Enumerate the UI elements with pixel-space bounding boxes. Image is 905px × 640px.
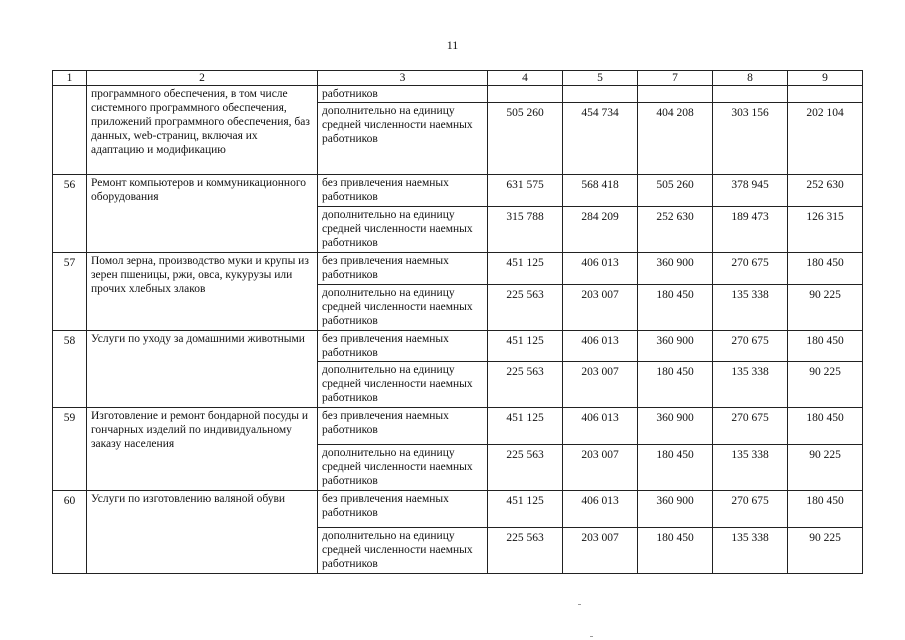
value-cell: 225 563 — [488, 362, 563, 408]
value-cell: 135 338 — [713, 362, 788, 408]
value-cell: 360 900 — [638, 253, 713, 285]
table-row — [53, 408, 863, 445]
value-cell: 180 450 — [788, 331, 863, 362]
basis-cell: без привлечения наемных работников — [318, 175, 488, 207]
value-cell: 203 007 — [563, 362, 638, 408]
value-cell: 360 900 — [638, 331, 713, 362]
basis-cell: без привлечения наемных работников — [318, 331, 488, 362]
header-cell: 7 — [638, 71, 713, 86]
value-cell: 189 473 — [713, 207, 788, 253]
value-cell: 505 260 — [488, 103, 563, 175]
value-cell: 135 338 — [713, 528, 788, 574]
value-cell: 90 225 — [788, 285, 863, 331]
value-cell: 451 125 — [488, 491, 563, 528]
activity-cell: Услуги по уходу за домашними животными — [87, 331, 318, 408]
value-cell: 180 450 — [788, 408, 863, 445]
value-cell: 126 315 — [788, 207, 863, 253]
value-cell: 180 450 — [788, 491, 863, 528]
basis-cell: дополнительно на единицу средней численности наемных работников — [318, 362, 488, 408]
table-body — [53, 71, 863, 574]
value-cell: 135 338 — [713, 445, 788, 491]
basis-cell: дополнительно на единицу средней численности наемных работников — [318, 528, 488, 574]
value-cell: 568 418 — [563, 175, 638, 207]
value-cell: 454 734 — [563, 103, 638, 175]
header-cell: 9 — [788, 71, 863, 86]
basis-cell: работников — [318, 86, 488, 103]
header-cell: 1 — [53, 71, 87, 86]
header-cell: 2 — [87, 71, 318, 86]
value-cell: 631 575 — [488, 175, 563, 207]
activity-cell: Услуги по изготовлению валяной обуви — [87, 491, 318, 574]
page-number: 11 — [446, 38, 459, 52]
code-cell: 56 — [53, 175, 87, 253]
value-cell: 90 225 — [788, 362, 863, 408]
basis-cell: без привлечения наемных работников — [318, 491, 488, 528]
basis-cell: дополнительно на единицу средней численности наемных работников — [318, 445, 488, 491]
value-cell: 135 338 — [713, 285, 788, 331]
scan-speck — [590, 636, 593, 637]
value-cell — [788, 86, 863, 103]
header-cell: 5 — [563, 71, 638, 86]
value-cell: 451 125 — [488, 331, 563, 362]
value-cell: 284 209 — [563, 207, 638, 253]
table-row — [53, 491, 863, 528]
basis-cell: без привлечения наемных работников — [318, 408, 488, 445]
activity-cell: Ремонт компьютеров и коммуникационного оборудования — [87, 175, 318, 253]
value-cell: 406 013 — [563, 408, 638, 445]
header-row — [53, 71, 863, 86]
value-cell: 90 225 — [788, 445, 863, 491]
value-cell: 303 156 — [713, 103, 788, 175]
value-cell: 90 225 — [788, 528, 863, 574]
value-cell: 404 208 — [638, 103, 713, 175]
value-cell: 225 563 — [488, 445, 563, 491]
value-cell: 451 125 — [488, 253, 563, 285]
value-cell: 360 900 — [638, 491, 713, 528]
header-cell: 3 — [318, 71, 488, 86]
value-cell: 270 675 — [713, 408, 788, 445]
value-cell: 315 788 — [488, 207, 563, 253]
code-cell: 60 — [53, 491, 87, 574]
basis-cell: без привлечения наемных работников — [318, 253, 488, 285]
value-cell — [488, 86, 563, 103]
value-cell: 270 675 — [713, 491, 788, 528]
activity-cell: Изготовление и ремонт бондарной посуды и гончарных изделий по индивидуальному заказу населения — [87, 408, 318, 491]
value-cell: 505 260 — [638, 175, 713, 207]
header-cell: 8 — [713, 71, 788, 86]
value-cell — [638, 86, 713, 103]
activity-cell: Помол зерна, производство муки и крупы из зерен пшеницы, ржи, овса, кукурузы или прочих хлебных злаков — [87, 253, 318, 331]
table-row — [53, 175, 863, 207]
value-cell: 225 563 — [488, 528, 563, 574]
code-cell: 59 — [53, 408, 87, 491]
table-row — [53, 253, 863, 285]
value-cell: 180 450 — [638, 362, 713, 408]
value-cell: 252 630 — [788, 175, 863, 207]
value-cell: 406 013 — [563, 491, 638, 528]
value-cell: 252 630 — [638, 207, 713, 253]
value-cell: 203 007 — [563, 528, 638, 574]
basis-cell: дополнительно на единицу средней численности наемных работников — [318, 103, 488, 175]
value-cell: 451 125 — [488, 408, 563, 445]
tax-rates-table — [52, 70, 863, 574]
value-cell: 406 013 — [563, 253, 638, 285]
value-cell: 203 007 — [563, 285, 638, 331]
value-cell: 180 450 — [788, 253, 863, 285]
code-cell: 57 — [53, 253, 87, 331]
value-cell: 180 450 — [638, 285, 713, 331]
value-cell: 180 450 — [638, 445, 713, 491]
value-cell: 270 675 — [713, 331, 788, 362]
value-cell: 270 675 — [713, 253, 788, 285]
code-cell: 58 — [53, 331, 87, 408]
value-cell: 203 007 — [563, 445, 638, 491]
header-cell: 4 — [488, 71, 563, 86]
basis-cell: дополнительно на единицу средней численности наемных работников — [318, 285, 488, 331]
value-cell: 360 900 — [638, 408, 713, 445]
value-cell: 225 563 — [488, 285, 563, 331]
value-cell: 202 104 — [788, 103, 863, 175]
value-cell — [713, 86, 788, 103]
value-cell: 406 013 — [563, 331, 638, 362]
table-row — [53, 86, 863, 103]
activity-cell: программного обеспечения, в том числе системного программного обеспечения, приложений программного обеспечения, баз данных, web-страниц, включая их адаптацию и модификацию — [87, 86, 318, 175]
value-cell: 180 450 — [638, 528, 713, 574]
value-cell: 378 945 — [713, 175, 788, 207]
basis-cell: дополнительно на единицу средней численности наемных работников — [318, 207, 488, 253]
value-cell — [563, 86, 638, 103]
scan-speck — [578, 604, 581, 605]
code-cell — [53, 86, 87, 175]
table-row — [53, 331, 863, 362]
